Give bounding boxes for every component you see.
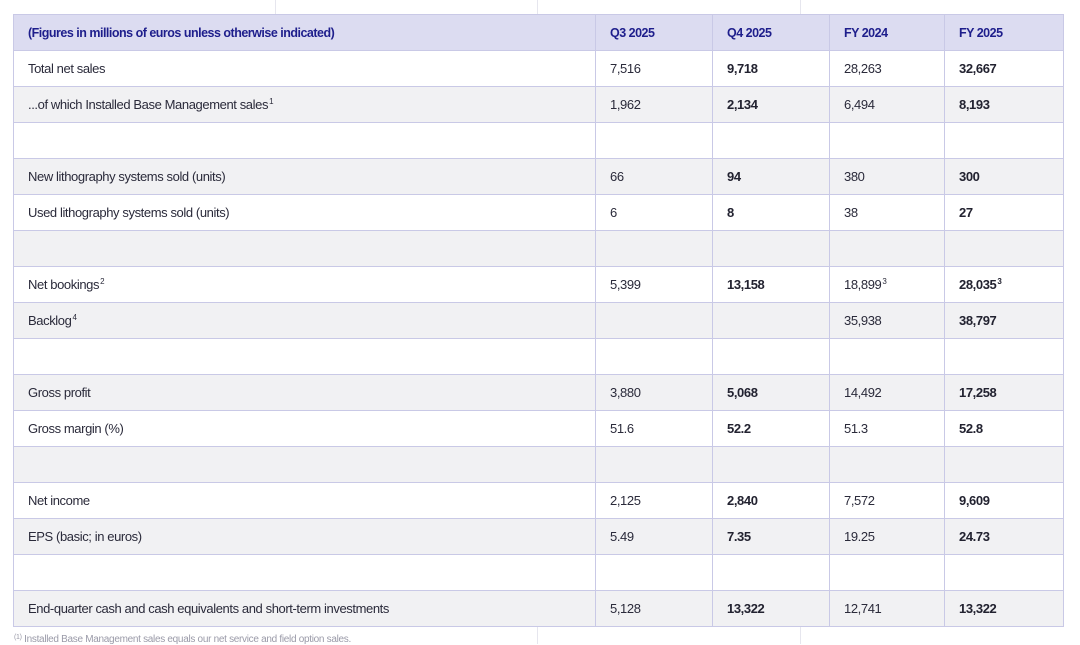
cell-q4-2025-value: 13,322 [727,601,765,616]
table-row [14,411,1064,447]
row-label-value: ...of which Installed Base Management sales [28,97,269,112]
cell-q4-2025 [713,303,830,339]
cell-fy-2025 [945,267,1064,303]
cell-q3-2025 [596,591,713,627]
row-label-value: Net bookings [28,277,100,292]
cell-q3-2025-value: 5,128 [610,601,641,616]
cell-q3-2025 [596,447,713,483]
table-row [14,87,1064,123]
table-row [14,303,1064,339]
row-label [14,123,596,159]
cell-q4-2025-value: 2,840 [727,493,758,508]
row-label [14,447,596,483]
row-label-value: New lithography systems sold (units) [28,169,226,184]
row-label [14,195,596,231]
cell-q4-2025 [713,195,830,231]
cell-fy-2025 [945,159,1064,195]
cell-q3-2025 [596,159,713,195]
cell-fy-2024 [830,519,945,555]
cell-fy-2024-value: 51.3 [844,421,868,436]
cell-q3-2025-value: 1,962 [610,97,641,112]
table-row [14,195,1064,231]
row-label [14,303,596,339]
cell-fy-2025-value: 32,667 [959,61,997,76]
cell-fy-2024-value: 18,899 [844,277,882,292]
cell-q3-2025 [596,555,713,591]
cell-fy-2025 [945,339,1064,375]
cell-fy-2025-value: 28,035 [959,277,997,292]
cell-q4-2025 [713,411,830,447]
row-label [14,375,596,411]
cell-q3-2025 [596,411,713,447]
cell-fy-2025-value: 52.8 [959,421,983,436]
cell-q3-2025-value: 5,399 [610,277,641,292]
row-label-value: Gross margin (%) [28,421,124,436]
cell-q3-2025-value: 7,516 [610,61,641,76]
cell-q4-2025-value: 7.35 [727,529,751,544]
cell-fy-2024 [830,483,945,519]
footnote-reference: 2 [100,277,105,286]
cell-q3-2025 [596,123,713,159]
table-row [14,375,1064,411]
cell-q4-2025-value: 9,718 [727,61,758,76]
row-label [14,339,596,375]
cell-q4-2025-value: 52.2 [727,421,751,436]
cell-fy-2025 [945,87,1064,123]
table-spacer-row [14,123,1064,159]
cell-fy-2024 [830,267,945,303]
footnote-reference: 3 [882,277,887,286]
cell-fy-2024-value: 14,492 [844,385,882,400]
cell-fy-2025 [945,231,1064,267]
row-label [14,51,596,87]
cell-fy-2024 [830,231,945,267]
table-row [14,159,1064,195]
cell-fy-2025 [945,591,1064,627]
row-label-value: Backlog [28,313,72,328]
row-label [14,87,596,123]
cell-fy-2025-value: 8,193 [959,97,990,112]
cell-fy-2025 [945,123,1064,159]
cell-fy-2025 [945,483,1064,519]
cell-fy-2025-value: 24.73 [959,529,990,544]
cell-fy-2025 [945,51,1064,87]
cell-fy-2024-value: 38 [844,205,858,220]
cell-q4-2025-value: 8 [727,205,734,220]
cell-q4-2025 [713,339,830,375]
cell-q3-2025-value: 51.6 [610,421,634,436]
cell-fy-2024 [830,87,945,123]
table-header-row [14,15,1064,51]
cell-q3-2025-value: 5.49 [610,529,634,544]
cell-q3-2025-value: 66 [610,169,624,184]
cell-q3-2025 [596,195,713,231]
row-label-value: EPS (basic; in euros) [28,529,142,544]
cell-q3-2025 [596,303,713,339]
cell-q3-2025 [596,483,713,519]
cell-fy-2025-value: 38,797 [959,313,997,328]
cell-q4-2025 [713,447,830,483]
row-label [14,411,596,447]
table-row [14,267,1064,303]
cell-q3-2025-value: 3,880 [610,385,641,400]
cell-fy-2024 [830,195,945,231]
footnote-text: Installed Base Management sales equals our net service and field option sales. [24,634,351,645]
cell-q4-2025 [713,375,830,411]
cell-q4-2025 [713,591,830,627]
header-q3-2025: Q3 2025 [596,15,713,51]
cell-fy-2024-value: 28,263 [844,61,882,76]
row-label [14,555,596,591]
cell-q4-2025 [713,87,830,123]
header-figures-note: (Figures in millions of euros unless otherwise indicated) [14,15,596,51]
cell-fy-2024-value: 12,741 [844,601,882,616]
cell-q3-2025 [596,231,713,267]
row-label-value: End-quarter cash and cash equivalents and short-term investments [28,601,389,616]
row-label [14,159,596,195]
cell-fy-2025-value: 17,258 [959,385,997,400]
cell-fy-2025-value: 27 [959,205,973,220]
cell-fy-2024-value: 35,938 [844,313,882,328]
cell-q3-2025 [596,267,713,303]
cell-q3-2025 [596,375,713,411]
cell-fy-2025 [945,555,1064,591]
cell-q4-2025-value: 94 [727,169,741,184]
cell-q3-2025 [596,519,713,555]
cell-fy-2024 [830,339,945,375]
cell-fy-2024-value: 6,494 [844,97,875,112]
cell-fy-2024-value: 7,572 [844,493,875,508]
cell-q4-2025 [713,483,830,519]
table-row [14,519,1064,555]
row-label-value: Gross profit [28,385,91,400]
cell-fy-2025 [945,411,1064,447]
financial-summary-table [13,14,1064,627]
header-fy-2025: FY 2025 [945,15,1064,51]
cell-fy-2024 [830,303,945,339]
cell-fy-2024 [830,411,945,447]
cell-q4-2025-value: 5,068 [727,385,758,400]
cell-q4-2025 [713,519,830,555]
header-fy-2024: FY 2024 [830,15,945,51]
cell-fy-2025-value: 9,609 [959,493,990,508]
table-spacer-row [14,231,1064,267]
cell-q3-2025 [596,51,713,87]
cell-fy-2024-value: 380 [844,169,865,184]
table-row [14,51,1064,87]
cell-q4-2025-value: 13,158 [727,277,765,292]
row-label [14,267,596,303]
table-body [14,51,1064,627]
cell-fy-2024 [830,51,945,87]
cell-q4-2025 [713,267,830,303]
cell-fy-2024 [830,375,945,411]
header-q4-2025: Q4 2025 [713,15,830,51]
cell-q4-2025 [713,123,830,159]
cell-q4-2025-value: 2,134 [727,97,758,112]
row-label-value: Used lithography systems sold (units) [28,205,230,220]
row-label-value: Net income [28,493,90,508]
footnote-marker: (1) [14,634,22,641]
cell-q4-2025 [713,159,830,195]
cell-q3-2025 [596,87,713,123]
cell-q3-2025 [596,339,713,375]
cell-fy-2025-value: 13,322 [959,601,997,616]
row-label [14,591,596,627]
table-spacer-row [14,555,1064,591]
footnote [13,634,351,645]
table-row [14,483,1064,519]
cell-fy-2025 [945,447,1064,483]
footnote-reference: 4 [72,313,77,322]
cell-q4-2025 [713,555,830,591]
cell-fy-2024 [830,555,945,591]
row-label [14,231,596,267]
table-spacer-row [14,447,1064,483]
cell-fy-2025 [945,519,1064,555]
row-label-value: Total net sales [28,61,106,76]
cell-fy-2025 [945,303,1064,339]
cell-fy-2025-value: 300 [959,169,980,184]
cell-fy-2024 [830,591,945,627]
cell-q3-2025-value: 6 [610,205,617,220]
cell-q4-2025 [713,51,830,87]
cell-q3-2025-value: 2,125 [610,493,641,508]
row-label [14,483,596,519]
footnote-reference: 3 [997,277,1002,286]
cell-fy-2025 [945,195,1064,231]
cell-fy-2024 [830,123,945,159]
cell-fy-2025 [945,375,1064,411]
table-spacer-row [14,339,1064,375]
cell-fy-2024 [830,159,945,195]
table-row [14,591,1064,627]
cell-fy-2024-value: 19.25 [844,529,875,544]
row-label [14,519,596,555]
footnote-reference: 1 [269,97,274,106]
cell-fy-2024 [830,447,945,483]
cell-q4-2025 [713,231,830,267]
